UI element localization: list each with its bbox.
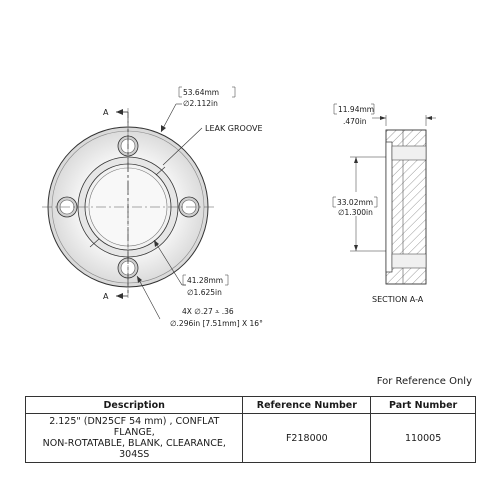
section-arrowhead-bottom <box>116 293 123 299</box>
description-line-2: NON-ROTATABLE, BLANK, CLEARANCE, 304SS <box>42 438 226 460</box>
section-view <box>333 104 436 304</box>
section-hole-bottom <box>392 254 426 268</box>
reference-note: For Reference Only <box>376 376 472 387</box>
bore-in: ∅1.625in <box>187 288 222 297</box>
section-marker-top: A <box>103 108 109 117</box>
reference-number-cell: F218000 <box>243 414 371 463</box>
table-row <box>26 414 476 463</box>
bolt-circle-mm: 53.64mm <box>183 88 220 97</box>
bolt-circle-in: ∅2.112in <box>183 99 218 108</box>
thickness-mm: 11.94mm <box>338 105 375 114</box>
section-marker-bottom: A <box>103 292 109 301</box>
flange-front-view <box>42 108 214 301</box>
header-part-number: Part Number <box>371 397 476 414</box>
description-cell <box>26 414 243 463</box>
description-line-1: 2.125" (DN25CF 54 mm) , CONFLAT FLANGE, <box>49 416 220 438</box>
bore-mm: 41.28mm <box>187 276 224 285</box>
hole-spec-line1: 4X ∅.27 ⩡ .36 <box>182 307 234 316</box>
section-bore-step <box>386 142 392 272</box>
hole-spec-line2: ∅.296in [7.51mm] X 16° <box>170 319 263 328</box>
section-title: SECTION A-A <box>372 295 424 304</box>
thickness-in: .470in <box>343 117 367 126</box>
header-reference-number: Reference Number <box>243 397 371 414</box>
part-number-cell: 110005 <box>371 414 476 463</box>
table-header-row <box>26 397 476 414</box>
od-mm: 33.02mm <box>337 198 374 207</box>
part-info-table <box>25 396 476 463</box>
section-arrowhead-top <box>116 109 123 115</box>
leak-groove-label: LEAK GROOVE <box>205 124 263 133</box>
od-in: ∅1.300in <box>338 208 373 217</box>
section-hole-top <box>392 146 426 160</box>
header-description: Description <box>26 397 243 414</box>
